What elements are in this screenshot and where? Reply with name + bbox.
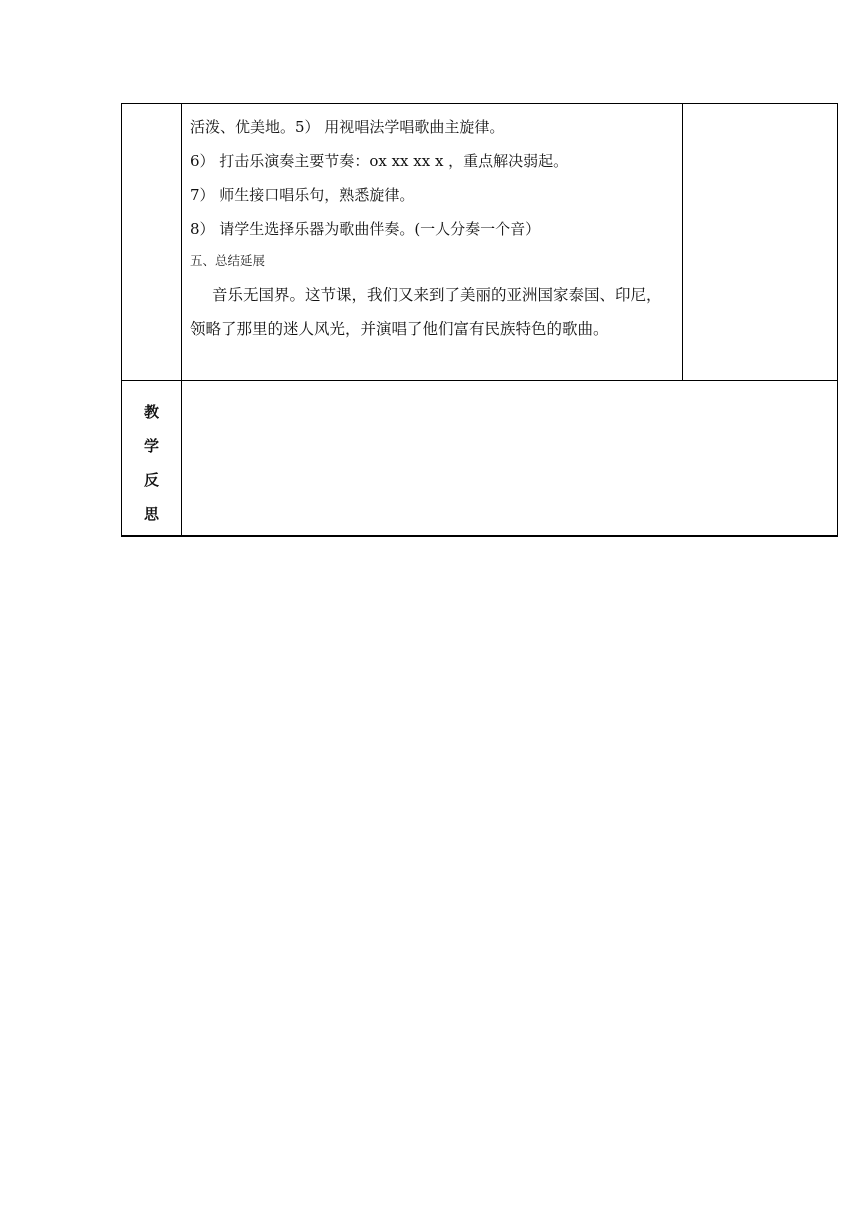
left-empty-cell xyxy=(122,104,182,381)
notes-cell xyxy=(683,104,838,381)
content-line-4: 8） 请学生选择乐器为歌曲伴奏。(一人分奏一个音） xyxy=(190,220,541,238)
content-line-1: 活泼、优美地。5） 用视唱法学唱歌曲主旋律。 xyxy=(190,118,505,136)
content-line-3: 7） 师生接口唱乐句，熟悉旋律。 xyxy=(190,186,415,204)
content-line-2: 6） 打击乐演奏主要节奏：ox xx xx x ，重点解决弱起。 xyxy=(190,152,569,170)
lesson-plan-table xyxy=(121,103,838,537)
reflection-label-char: 思 xyxy=(143,505,159,523)
teaching-process-cell xyxy=(182,104,683,381)
summary-paragraph: 音乐无国界。这节课，我们又来到了美丽的亚洲国家泰国、印尼，领略了那里的迷人风光，并演唱了他们富有民族特色的歌曲。 xyxy=(190,286,662,338)
reflection-content-cell[interactable] xyxy=(182,381,838,537)
reflection-label-cell xyxy=(122,381,182,537)
reflection-label-char: 教 xyxy=(143,403,159,421)
content-row xyxy=(122,104,838,381)
section-heading: 五、总结延展 xyxy=(190,253,266,268)
reflection-row xyxy=(122,381,838,537)
reflection-label-char: 学 xyxy=(143,437,159,455)
reflection-label xyxy=(122,381,181,531)
reflection-label-char: 反 xyxy=(143,471,159,489)
